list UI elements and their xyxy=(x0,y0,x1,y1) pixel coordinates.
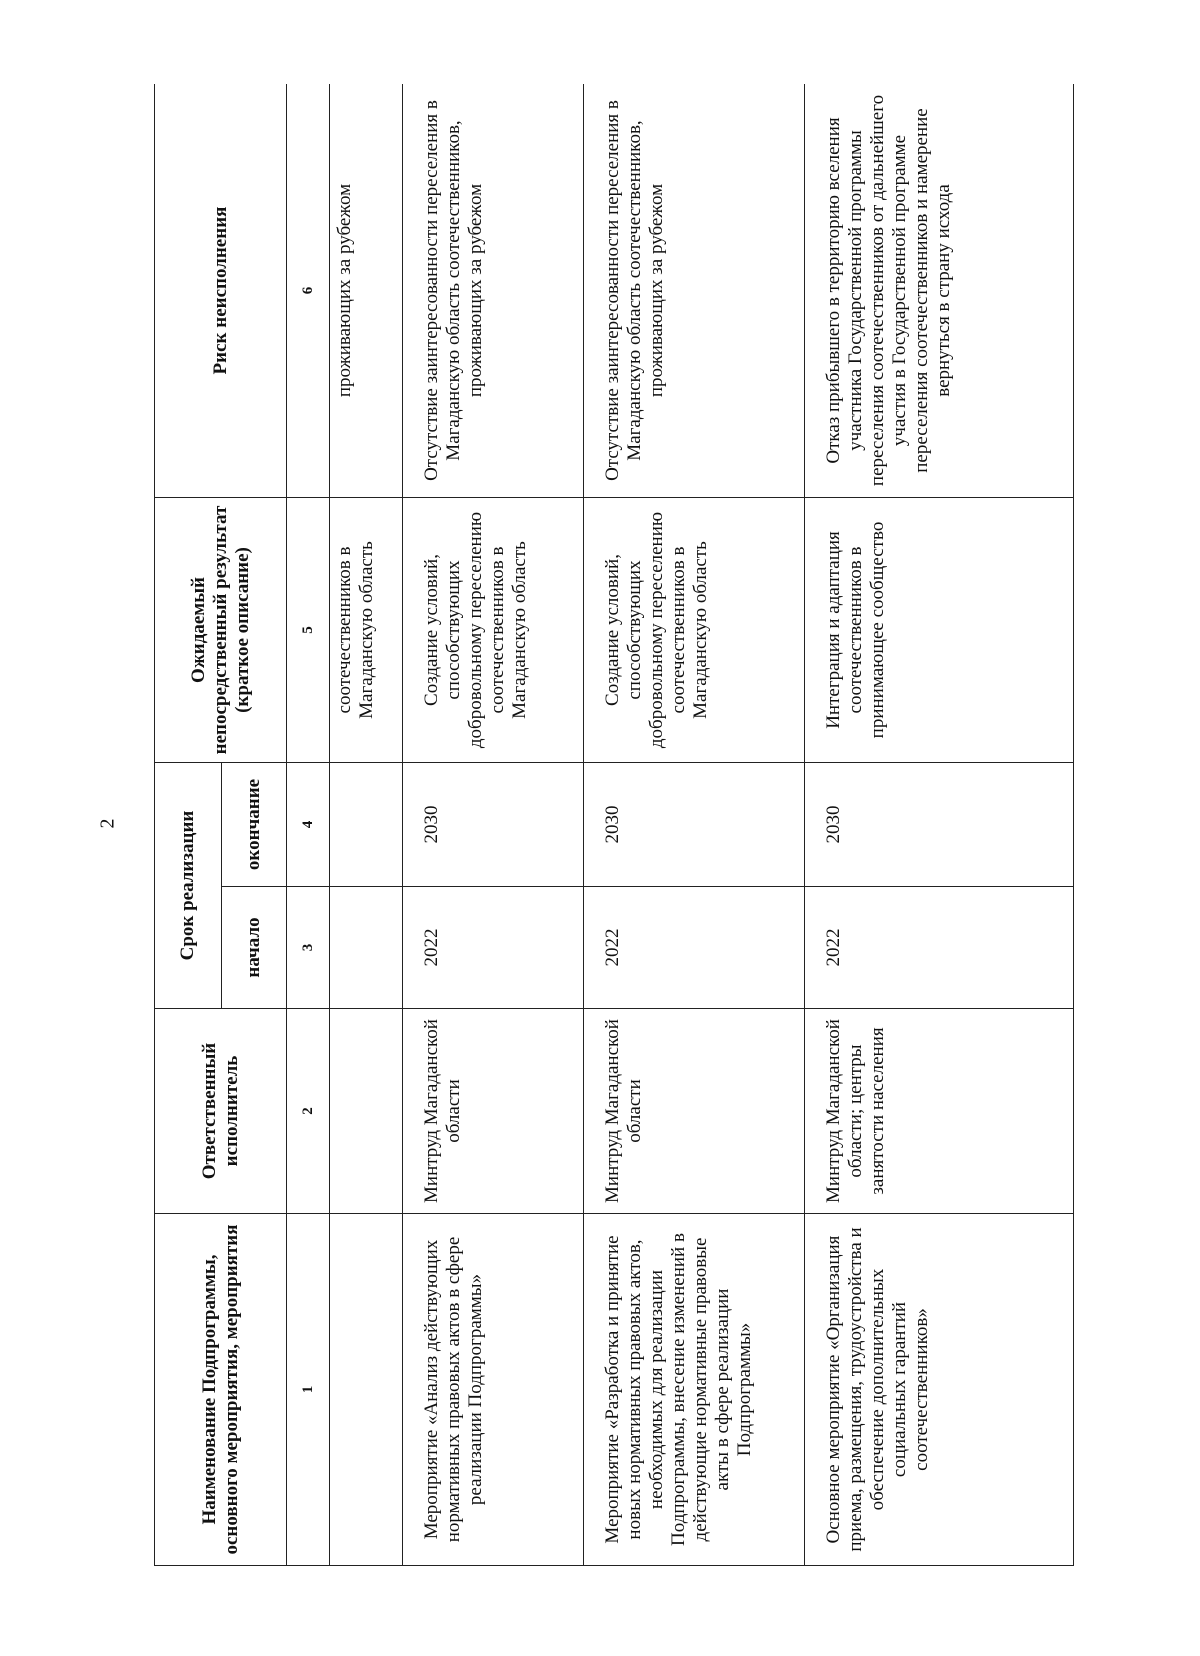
header-end: окончание xyxy=(222,763,287,887)
table-row xyxy=(330,84,403,1566)
header-term: Срок реализации xyxy=(155,763,222,1009)
cell-result: Создание условий, способствующих добровольному переселению соотечественников в Магаданскую область xyxy=(584,498,805,763)
cell-start: 2022 xyxy=(584,887,805,1009)
cell-executor xyxy=(330,1009,403,1214)
header-executor: Ответственный исполнитель xyxy=(155,1009,287,1214)
program-table xyxy=(154,84,1074,1566)
cell-executor: Минтруд Магаданской области xyxy=(403,1009,584,1214)
column-number: 5 xyxy=(287,498,330,763)
column-numbers-row xyxy=(287,84,330,1566)
cell-end: 2030 xyxy=(584,763,805,887)
header-risk: Риск неисполнения xyxy=(155,84,287,498)
header-start: начало xyxy=(222,887,287,1009)
cell-end: 2030 xyxy=(403,763,584,887)
cell-start xyxy=(330,887,403,1009)
cell-end: 2030 xyxy=(805,763,1074,887)
cell-executor: Минтруд Магаданской области; центры занятости населения xyxy=(805,1009,1074,1214)
page-number: 2 xyxy=(96,818,119,829)
cell-start: 2022 xyxy=(403,887,584,1009)
header-name: Наименование Подпрограммы, основного мероприятия, мероприятия xyxy=(155,1214,287,1566)
table-row xyxy=(584,84,805,1566)
header-result: Ожидаемый непосредственный результат (краткое описание) xyxy=(155,498,287,763)
cell-risk: проживающих за рубежом xyxy=(330,84,403,498)
header-row xyxy=(155,84,222,1566)
cell-result: Интеграция и адаптация соотечественников в принимающее сообщество xyxy=(805,498,1074,763)
page-body xyxy=(154,84,1074,1566)
column-number: 6 xyxy=(287,84,330,498)
cell-executor: Минтруд Магаданской области xyxy=(584,1009,805,1214)
cell-risk: Отсутствие заинтересованности переселения в Магаданскую область соотечественников, проживающих за рубежом xyxy=(403,84,584,498)
cell-name: Мероприятие «Разработка и принятие новых нормативных правовых актов, необходимых для реализации Подпрограммы, внесение изменений в действующие нормативные правовые акты в сфере реализации Подпрограммы» xyxy=(584,1214,805,1566)
column-number: 4 xyxy=(287,763,330,887)
cell-end xyxy=(330,763,403,887)
cell-name: Основное мероприятие «Организация приема, размещения, трудоустройства и обеспечение дополнительных социальных гарантий соотечественников» xyxy=(805,1214,1074,1566)
cell-result: Создание условий, способствующих добровольному переселению соотечественников в Магаданскую область xyxy=(403,498,584,763)
rotated-table-wrapper xyxy=(154,84,1074,1566)
cell-risk: Отказ прибывшего в территорию вселения участника Государственной программы переселения соотечественников от дальнейшего участия в Государственной программе переселения соотечественников и намерение вернуться в страну исхода xyxy=(805,84,1074,498)
cell-start: 2022 xyxy=(805,887,1074,1009)
table-row xyxy=(403,84,584,1566)
cell-risk: Отсутствие заинтересованности переселения в Магаданскую область соотечественников, проживающих за рубежом xyxy=(584,84,805,498)
column-number: 2 xyxy=(287,1009,330,1214)
cell-result: соотечественников в Магаданскую область xyxy=(330,498,403,763)
table-row xyxy=(805,84,1074,1566)
column-number: 3 xyxy=(287,887,330,1009)
column-number: 1 xyxy=(287,1214,330,1566)
cell-name: Мероприятие «Анализ действующих нормативных правовых актов в сфере реализации Подпрограммы» xyxy=(403,1214,584,1566)
cell-name xyxy=(330,1214,403,1566)
